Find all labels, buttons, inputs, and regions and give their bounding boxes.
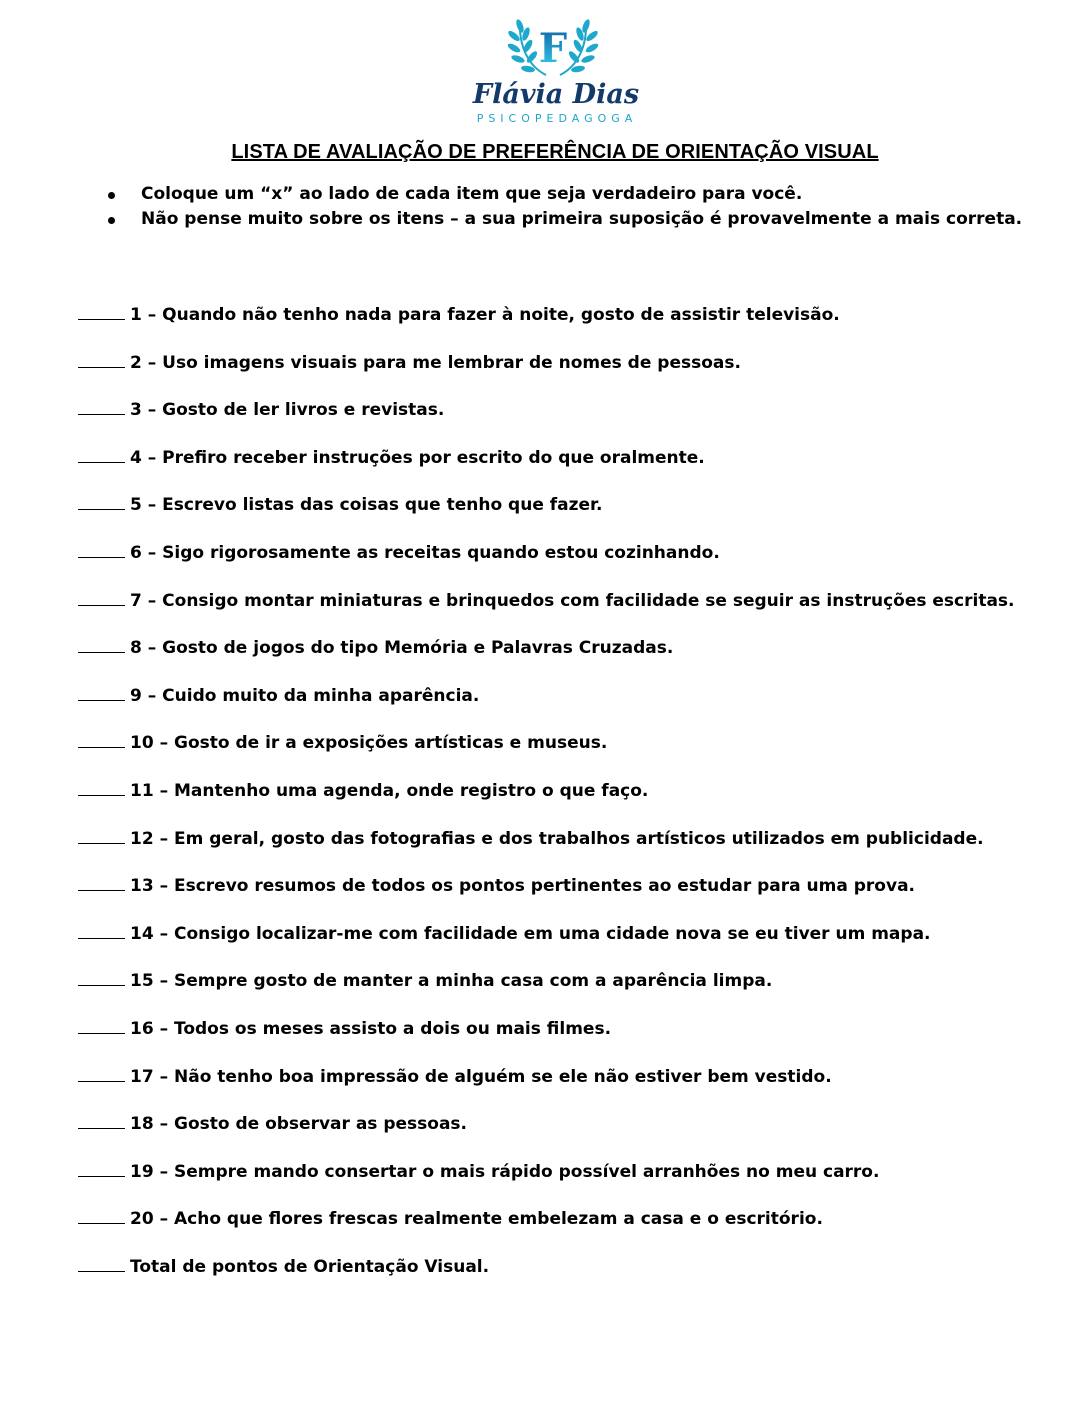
bullet-icon [108,217,115,224]
checklist-item: 1 – Quando não tenho nada para fazer à noite, gosto de assistir televisão. [78,300,1015,348]
answer-blank[interactable] [78,1157,125,1177]
brand-tagline: PSICOPEDAGOGA [476,112,638,125]
answer-blank[interactable] [78,871,125,891]
checklist-item: 14 – Consigo localizar-me com facilidade em uma cidade nova se eu tiver um mapa. [78,919,1015,967]
checklist-item: 3 – Gosto de ler livros e revistas. [78,395,1015,443]
answer-blank[interactable] [78,490,125,510]
answer-blank[interactable] [78,395,125,415]
answer-blank[interactable] [78,1062,125,1082]
checklist-item: 10 – Gosto de ir a exposições artísticas e museus. [78,728,1015,776]
checklist-item: 8 – Gosto de jogos do tipo Memória e Palavras Cruzadas. [78,633,1015,681]
checklist-item: 12 – Em geral, gosto das fotografias e dos trabalhos artísticos utilizados em publicidade. [78,824,1015,872]
checklist-item: 18 – Gosto de observar as pessoas. [78,1109,1015,1157]
checklist-item: 5 – Escrevo listas das coisas que tenho que fazer. [78,490,1015,538]
answer-blank[interactable] [78,681,125,701]
answer-blank[interactable] [78,633,125,653]
checklist-item: 16 – Todos os meses assisto a dois ou mais filmes. [78,1014,1015,1062]
answer-blank[interactable] [78,443,125,463]
answer-blank[interactable] [78,919,125,939]
page-title: LISTA DE AVALIAÇÃO DE PREFERÊNCIA DE ORIENTAÇÃO VISUAL [231,141,879,163]
checklist-item: 6 – Sigo rigorosamente as receitas quando estou cozinhando. [78,538,1015,586]
checklist-item: 19 – Sempre mando consertar o mais rápido possível arranhões no meu carro. [78,1157,1015,1205]
answer-blank[interactable] [78,586,125,606]
answer-blank[interactable] [78,538,125,558]
logo [0,0,1088,130]
checklist-item: 11 – Mantenho uma agenda, onde registro o que faço. [78,776,1015,824]
answer-blank[interactable] [78,348,125,368]
checklist-item: 13 – Escrevo resumos de todos os pontos pertinentes ao estudar para uma prova. [78,871,1015,919]
bullet-icon [108,192,115,199]
checklist-item: 17 – Não tenho boa impressão de alguém se ele não estiver bem vestido. [78,1062,1015,1110]
total-points-blank[interactable] [78,1252,125,1272]
checklist-item: 15 – Sempre gosto de manter a minha casa com a aparência limpa. [78,966,1015,1014]
checklist-item: 4 – Prefiro receber instruções por escrito do que oralmente. [78,443,1015,491]
answer-blank[interactable] [78,1204,125,1224]
total-points-row: Total de pontos de Orientação Visual. [78,1252,1015,1300]
answer-blank[interactable] [78,728,125,748]
answer-blank[interactable] [78,776,125,796]
instruction-item: Não pense muito sobre os itens – a sua primeira suposição é provavelmente a mais correta. [104,207,1022,232]
instruction-item: Coloque um “x” ao lado de cada item que seja verdadeiro para você. [104,182,1022,207]
checklist-item: 9 – Cuido muito da minha aparência. [78,681,1015,729]
checklist-item: 7 – Consigo montar miniaturas e brinquedos com facilidade se seguir as instruções escritas. [78,586,1015,634]
laurel-monogram-icon [0,0,1088,130]
answer-blank[interactable] [78,1014,125,1034]
answer-blank[interactable] [78,966,125,986]
answer-blank[interactable] [78,824,125,844]
svg-text:F: F [538,25,568,72]
checklist-item: 20 – Acho que flores frescas realmente embelezam a casa e o escritório. [78,1204,1015,1252]
answer-blank[interactable] [78,300,125,320]
instructions-list [104,182,1022,232]
checklist-item: 2 – Uso imagens visuais para me lembrar de nomes de pessoas. [78,348,1015,396]
answer-blank[interactable] [78,1109,125,1129]
checklist [78,300,1015,1299]
brand-name: Flávia Dias [472,79,640,110]
